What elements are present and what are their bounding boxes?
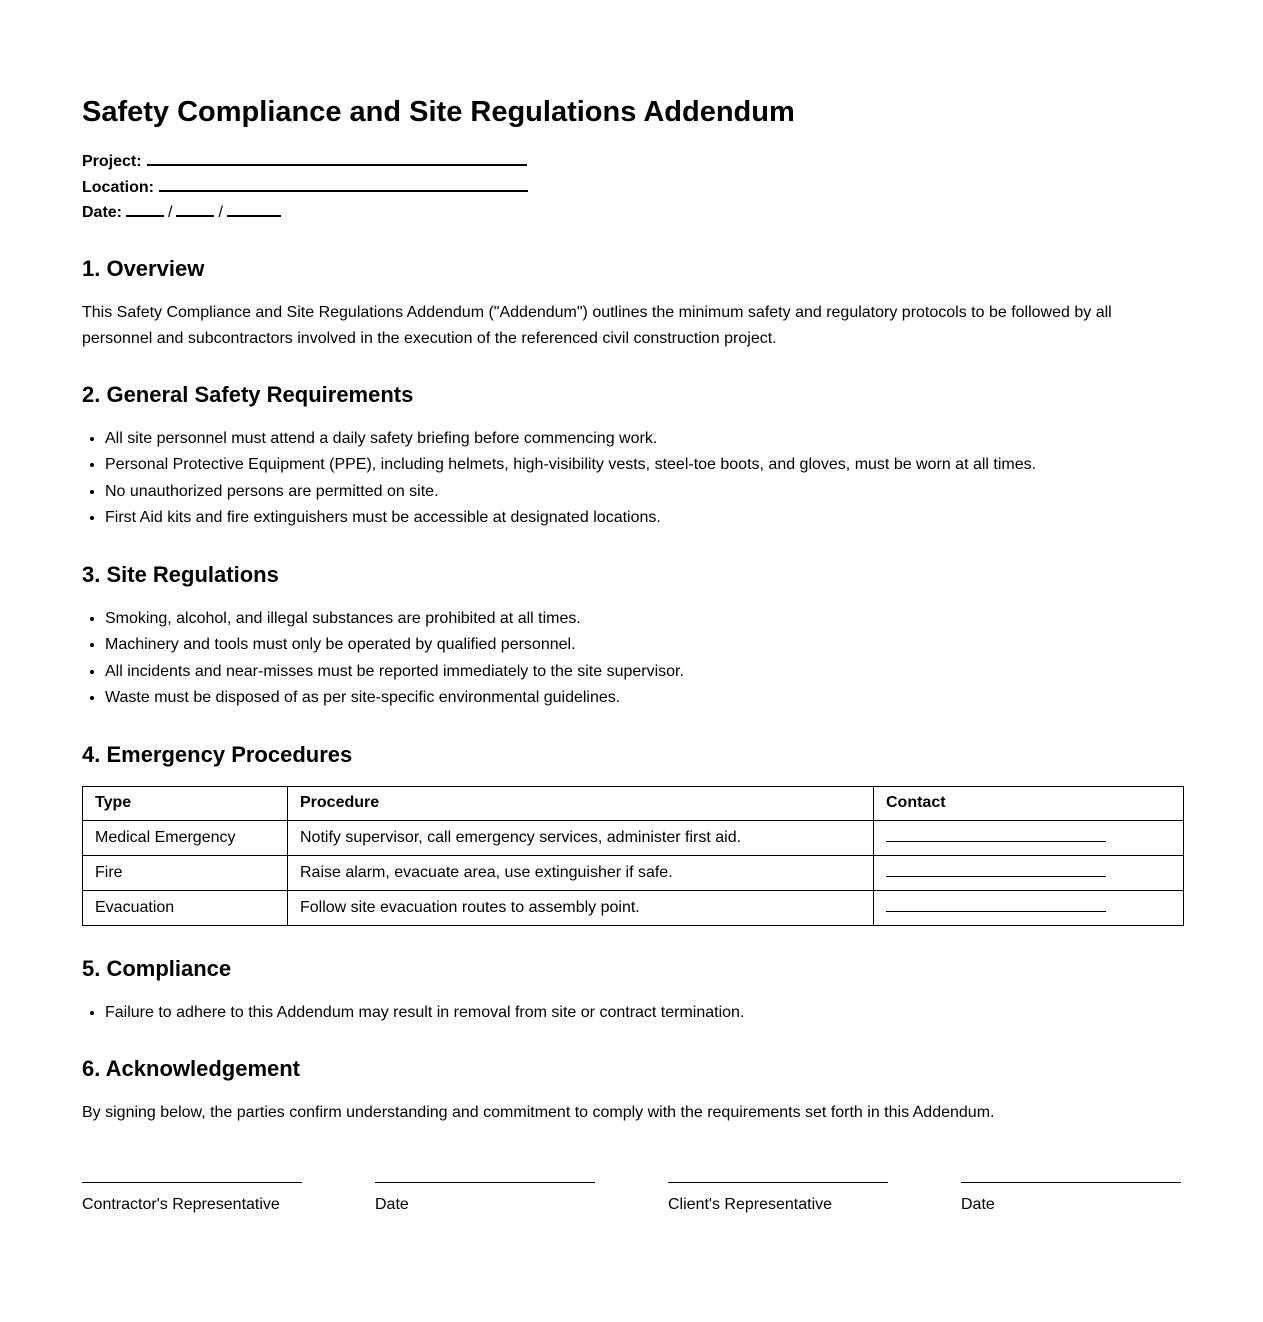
list-item: • Machinery and tools must only be operated by qualified personnel.	[105, 632, 1183, 659]
contact-fill-line	[886, 864, 1106, 877]
signature-line	[82, 1182, 302, 1183]
type-cell: Medical Emergency	[83, 820, 288, 855]
signature-label: Contractor's Representative	[82, 1196, 280, 1213]
signature-label: Client's Representative	[668, 1196, 833, 1213]
column-header-contact: Contact	[874, 786, 1184, 820]
contact-cell	[874, 820, 1184, 855]
general-safety-heading: 2. General Safety Requirements	[82, 381, 414, 407]
contact-fill-line	[886, 829, 1106, 842]
signature-field-client	[668, 1182, 888, 1218]
overview-heading: 1. Overview	[82, 255, 205, 281]
compliance-list	[82, 1000, 1183, 1027]
general-safety-list	[82, 426, 1183, 532]
overview-paragraph: This Safety Compliance and Site Regulations Addendum ("Addendum") outlines the minimum safety and regulatory protocols to be followed by all personnel and subcontractors involved in the execution of the referenced civil construction project.	[82, 303, 1112, 347]
date-day-fill-line	[126, 204, 164, 217]
acknowledgement-heading: 6. Acknowledgement	[82, 1056, 301, 1081]
date-label: Date:	[82, 204, 123, 221]
date-field	[82, 200, 1183, 226]
site-regulations-heading: 3. Site Regulations	[82, 561, 279, 587]
table-row	[83, 820, 1184, 855]
list-item: • No unauthorized persons are permitted on site.	[105, 479, 1183, 506]
column-header-procedure: Procedure	[288, 786, 874, 820]
emergency-procedures-heading: 4. Emergency Procedures	[82, 741, 353, 767]
table-row	[83, 890, 1184, 925]
signature-field-contractor-date	[375, 1182, 595, 1218]
project-field	[82, 149, 1183, 175]
table-row	[83, 855, 1184, 890]
date-month-fill-line	[176, 204, 214, 217]
signature-line	[961, 1182, 1181, 1183]
list-item: • All site personnel must attend a daily safety briefing before commencing work.	[105, 426, 1183, 453]
column-header-type: Type	[83, 786, 288, 820]
compliance-heading: 5. Compliance	[82, 955, 232, 981]
list-item: • Waste must be disposed of as per site-specific environmental guidelines.	[105, 685, 1183, 712]
list-item: • Failure to adhere to this Addendum may result in removal from site or contract termination.	[105, 1000, 1183, 1027]
contact-cell	[874, 855, 1184, 890]
project-fill-line	[147, 153, 527, 166]
signature-block	[82, 1182, 1183, 1218]
procedure-cell: Follow site evacuation routes to assembly point.	[288, 890, 874, 925]
signature-field-contractor	[82, 1182, 302, 1218]
list-item: • Smoking, alcohol, and illegal substances are prohibited at all times.	[105, 606, 1183, 633]
meta-fields	[82, 149, 1183, 226]
type-cell: Evacuation	[83, 890, 288, 925]
date-separator: /	[168, 204, 173, 221]
signature-line	[375, 1182, 595, 1183]
date-separator: /	[218, 204, 223, 221]
signature-label: Date	[375, 1196, 409, 1213]
signature-field-client-date	[961, 1182, 1181, 1218]
contact-fill-line	[886, 899, 1106, 912]
location-label: Location:	[82, 178, 154, 196]
emergency-procedures-table	[82, 786, 1184, 926]
location-field	[82, 175, 1183, 201]
list-item: • Personal Protective Equipment (PPE), including helmets, high-visibility vests, steel-toe boots, and gloves, must be worn at all times.	[105, 452, 1183, 479]
signature-label: Date	[961, 1196, 995, 1213]
location-fill-line	[159, 179, 528, 192]
project-label: Project:	[82, 153, 142, 170]
type-cell: Fire	[83, 855, 288, 890]
acknowledgement-paragraph: By signing below, the parties confirm understanding and commitment to comply with the requirements set forth in this Addendum.	[82, 1104, 995, 1121]
procedure-cell: Raise alarm, evacuate area, use extinguisher if safe.	[288, 855, 874, 890]
signature-line	[668, 1182, 888, 1183]
procedure-cell: Notify supervisor, call emergency services, administer first aid.	[288, 820, 874, 855]
date-year-fill-line	[227, 204, 281, 217]
list-item: • All incidents and near-misses must be reported immediately to the site supervisor.	[105, 659, 1183, 686]
site-regulations-list	[82, 606, 1183, 712]
list-item: • First Aid kits and fire extinguishers must be accessible at designated locations.	[105, 505, 1183, 532]
contact-cell	[874, 890, 1184, 925]
table-header-row	[83, 786, 1184, 820]
page-title: Safety Compliance and Site Regulations Addendum	[82, 96, 795, 128]
